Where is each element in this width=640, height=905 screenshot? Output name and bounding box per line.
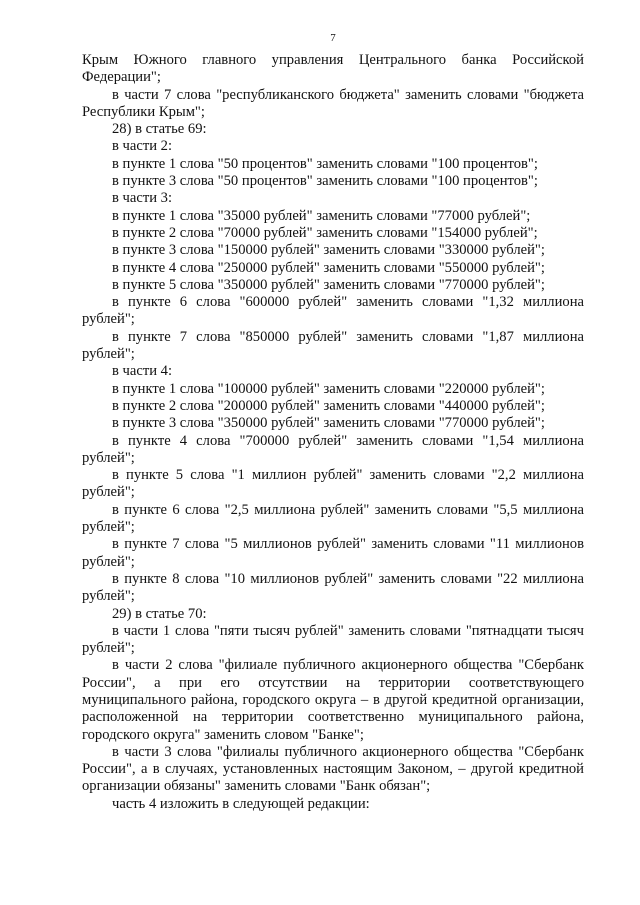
paragraph: в пункте 2 слова "70000 рублей" заменить словами "154000 рублей"; bbox=[112, 224, 538, 241]
paragraph: 29) в статье 70: bbox=[112, 605, 207, 622]
paragraph: в пункте 5 слова "350000 рублей" заменить словами "770000 рублей"; bbox=[112, 276, 545, 293]
paragraph: Крым Южного главного управления Центрального банка Российской Федерации"; bbox=[82, 52, 584, 86]
paragraph: в части 4: bbox=[112, 363, 173, 380]
paragraph: в пункте 4 слова "250000 рублей" заменить словами "550000 рублей"; bbox=[112, 259, 545, 276]
paragraph: в пункте 6 слова "2,5 миллиона рублей" заменить словами "5,5 миллиона рублей"; bbox=[82, 501, 584, 536]
paragraph: в пункте 3 слова "150000 рублей" заменить словами "330000 рублей"; bbox=[112, 242, 545, 259]
paragraph: в части 2 слова "филиале публичного акционерного общества "Сбербанк России", а при его отсутствии на территории соответствующего муниципального района, городского округа – в другой кредитной организации, расположенной на территории соответственно муниципального района, городского округа" заменить словом "Банке"; bbox=[82, 657, 584, 743]
paragraph: в пункте 7 слова "850000 рублей" заменить словами "1,87 миллиона рублей"; bbox=[82, 328, 584, 363]
paragraph: в пункте 1 слова "35000 рублей" заменить словами "77000 рублей"; bbox=[112, 207, 531, 224]
paragraph: часть 4 изложить в следующей редакции: bbox=[112, 795, 370, 812]
paragraph: в пункте 6 слова "600000 рублей" заменить словами "1,32 миллиона рублей"; bbox=[82, 294, 584, 328]
paragraph: в пункте 3 слова "350000 рублей" заменить словами "770000 рублей"; bbox=[112, 415, 545, 432]
paragraph: в пункте 5 слова "1 миллион рублей" заменить словами "2,2 миллиона рублей"; bbox=[82, 467, 584, 501]
paragraph: в пункте 1 слова "100000 рублей" заменить словами "220000 рублей"; bbox=[112, 380, 545, 397]
paragraph: в пункте 8 слова "10 миллионов рублей" заменить словами "22 миллиона рублей"; bbox=[82, 570, 584, 605]
paragraph: в части 1 слова "пяти тысяч рублей" заменить словами "пятнадцати тысяч рублей"; bbox=[82, 622, 584, 657]
page-number: 7 bbox=[330, 32, 336, 44]
paragraph: в части 3: bbox=[112, 190, 173, 207]
paragraph: в пункте 1 слова "50 процентов" заменить словами "100 процентов"; bbox=[112, 155, 538, 172]
paragraph: в части 7 слова "республиканского бюджета" заменить словами "бюджета Республики Крым"; bbox=[82, 86, 584, 120]
document-body bbox=[82, 52, 584, 813]
paragraph: в пункте 4 слова "700000 рублей" заменить словами "1,54 миллиона рублей"; bbox=[82, 432, 584, 466]
paragraph: в пункте 7 слова "5 миллионов рублей" заменить словами "11 миллионов рублей"; bbox=[82, 536, 584, 570]
paragraph: 28) в статье 69: bbox=[112, 121, 207, 138]
paragraph: в пункте 3 слова "50 процентов" заменить словами "100 процентов"; bbox=[112, 173, 538, 190]
paragraph: в части 3 слова "филиалы публичного акционерного общества "Сбербанк России", а в случаях, установленных настоящим Законом, – другой кредитной организации обязаны" заменить словами "Банк обязан"; bbox=[82, 743, 584, 795]
paragraph: в части 2: bbox=[112, 138, 173, 155]
paragraph: в пункте 2 слова "200000 рублей" заменить словами "440000 рублей"; bbox=[112, 397, 545, 414]
